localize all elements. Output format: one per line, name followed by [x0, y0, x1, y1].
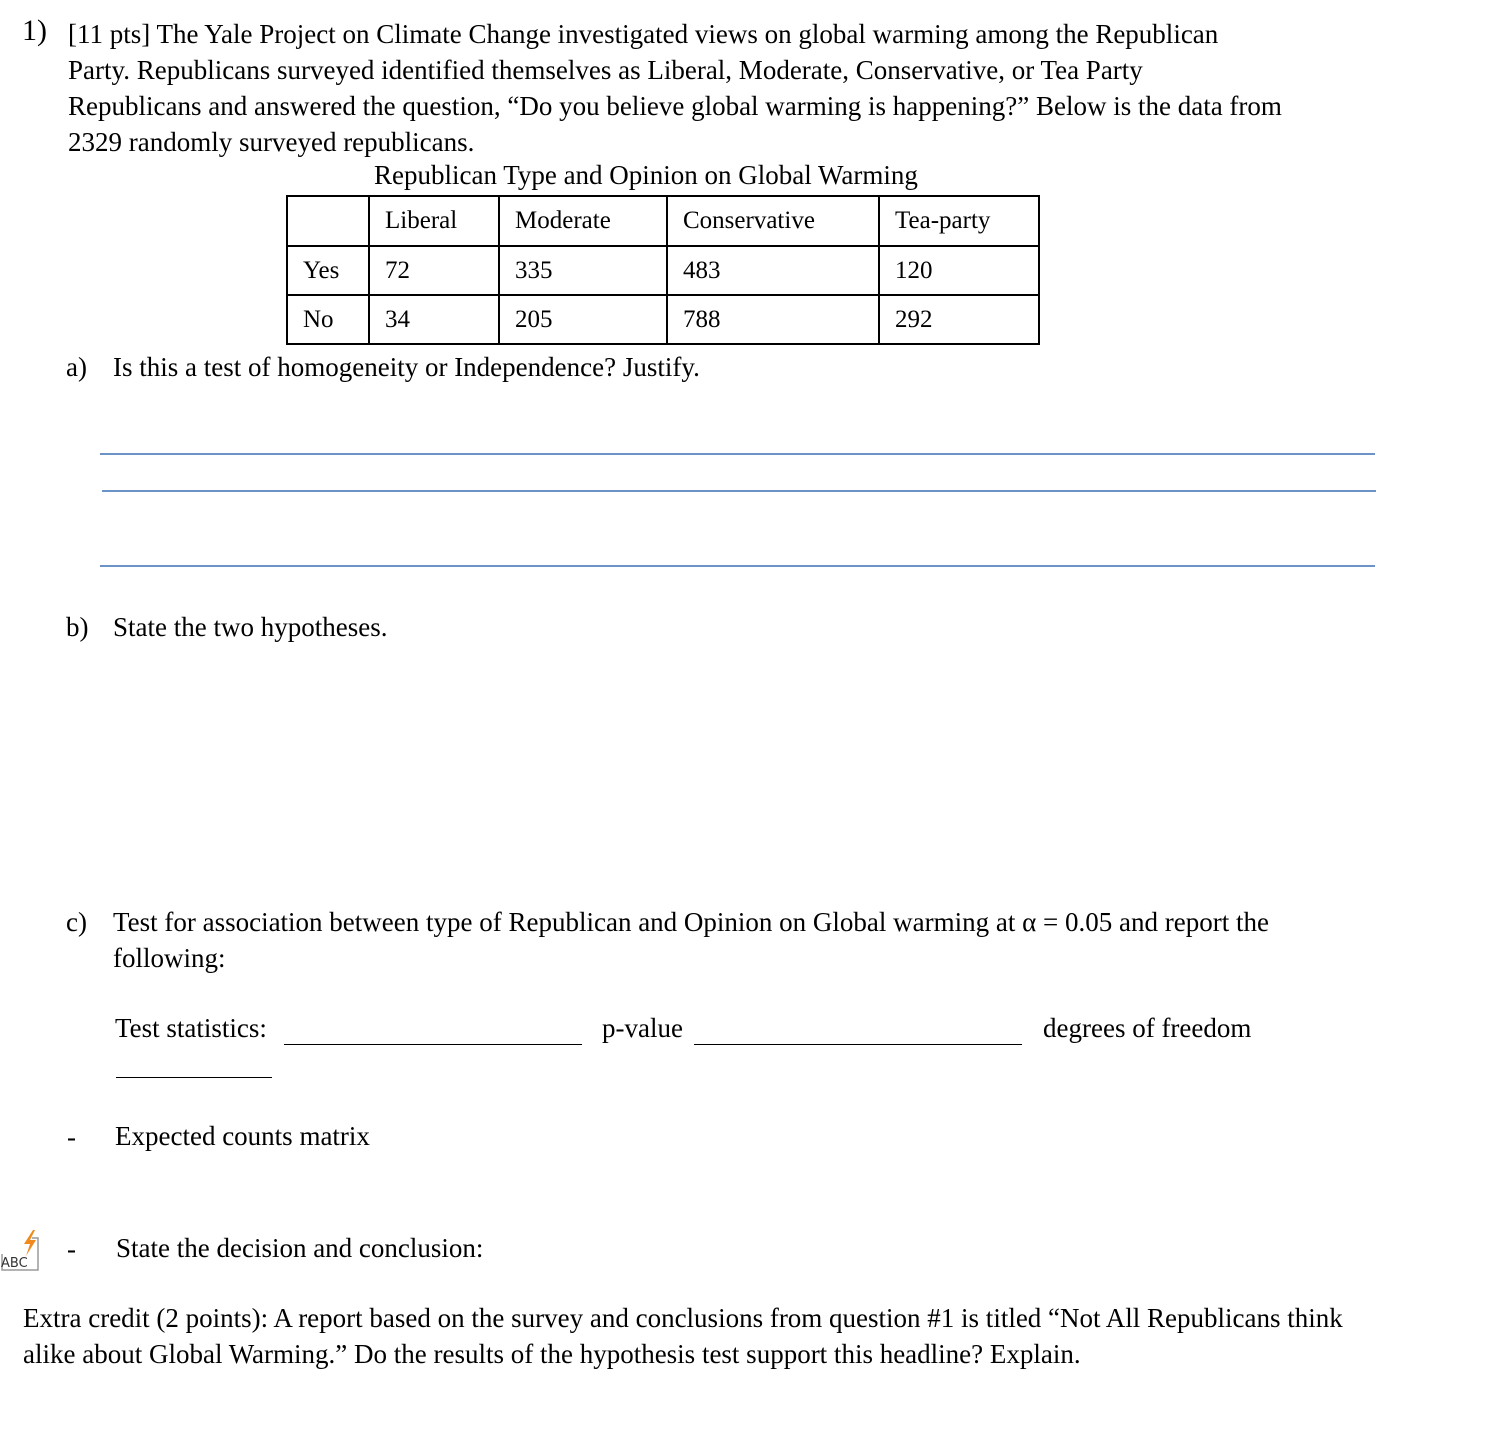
degrees-of-freedom-blank[interactable] [116, 1077, 272, 1078]
intro-line: Republicans and answered the question, “Do you believe global warming is happening?” Below is the data from [68, 91, 1282, 121]
spellcheck-icon-text: ABC [1, 1256, 28, 1271]
table-cell: 483 [667, 246, 879, 295]
part-c-line: Test for association between type of Republican and Opinion on Global warming at α = 0.05 and report the [113, 907, 1269, 937]
table-row [287, 246, 1039, 295]
table-header-cell: Moderate [499, 196, 667, 246]
answer-line[interactable] [102, 490, 1376, 492]
table-header-cell: Conservative [667, 196, 879, 246]
expected-counts-label: Expected counts matrix [115, 1121, 370, 1151]
test-statistics-label: Test statistics: [115, 1013, 267, 1043]
data-table [286, 195, 1040, 345]
p-value-label: p-value [602, 1013, 683, 1043]
spellcheck-icon[interactable] [0, 1230, 40, 1272]
table-header-row [287, 196, 1039, 246]
extra-credit-line: alike about Global Warming.” Do the results of the hypothesis test support this headline? Explain. [23, 1339, 1081, 1369]
part-a-text: Is this a test of homogeneity or Independence? Justify. [113, 352, 700, 382]
test-statistics-blank[interactable] [284, 1044, 582, 1045]
table-cell: 72 [369, 246, 499, 295]
extra-credit-line: Extra credit (2 points): A report based on the survey and conclusions from question #1 is titled “Not All Republicans think [23, 1303, 1343, 1333]
part-b-label: b) [66, 612, 89, 642]
table-header-cell: Liberal [369, 196, 499, 246]
table-row [287, 295, 1039, 344]
answer-line[interactable] [100, 453, 1375, 455]
decision-conclusion-label: State the decision and conclusion: [116, 1233, 484, 1263]
part-a-label: a) [66, 352, 87, 382]
degrees-of-freedom-label: degrees of freedom [1043, 1013, 1252, 1043]
bullet-dash: - [67, 1122, 76, 1152]
part-c-label: c) [66, 907, 87, 937]
row-label: No [287, 295, 369, 344]
table-header-cell: Tea-party [879, 196, 1039, 246]
intro-line: [11 pts] The Yale Project on Climate Change investigated views on global warming among the Republican [68, 19, 1219, 49]
table-cell: 34 [369, 295, 499, 344]
answer-line[interactable] [100, 565, 1375, 567]
intro-line: Party. Republicans surveyed identified themselves as Liberal, Moderate, Conservative, or Tea Party [68, 55, 1143, 85]
table-cell: 120 [879, 246, 1039, 295]
part-c-line: following: [113, 943, 226, 973]
intro-line: 2329 randomly surveyed republicans. [68, 127, 475, 157]
table-cell: 788 [667, 295, 879, 344]
p-value-blank[interactable] [694, 1044, 1022, 1045]
table-header-cell [287, 196, 369, 246]
row-label: Yes [287, 246, 369, 295]
bullet-dash: - [67, 1234, 76, 1264]
question-number: 1) [22, 14, 47, 47]
question-intro [68, 16, 1282, 160]
part-b-text: State the two hypotheses. [113, 612, 388, 642]
table-cell: 335 [499, 246, 667, 295]
table-caption: Republican Type and Opinion on Global Warming [374, 160, 918, 190]
table-cell: 292 [879, 295, 1039, 344]
table-cell: 205 [499, 295, 667, 344]
